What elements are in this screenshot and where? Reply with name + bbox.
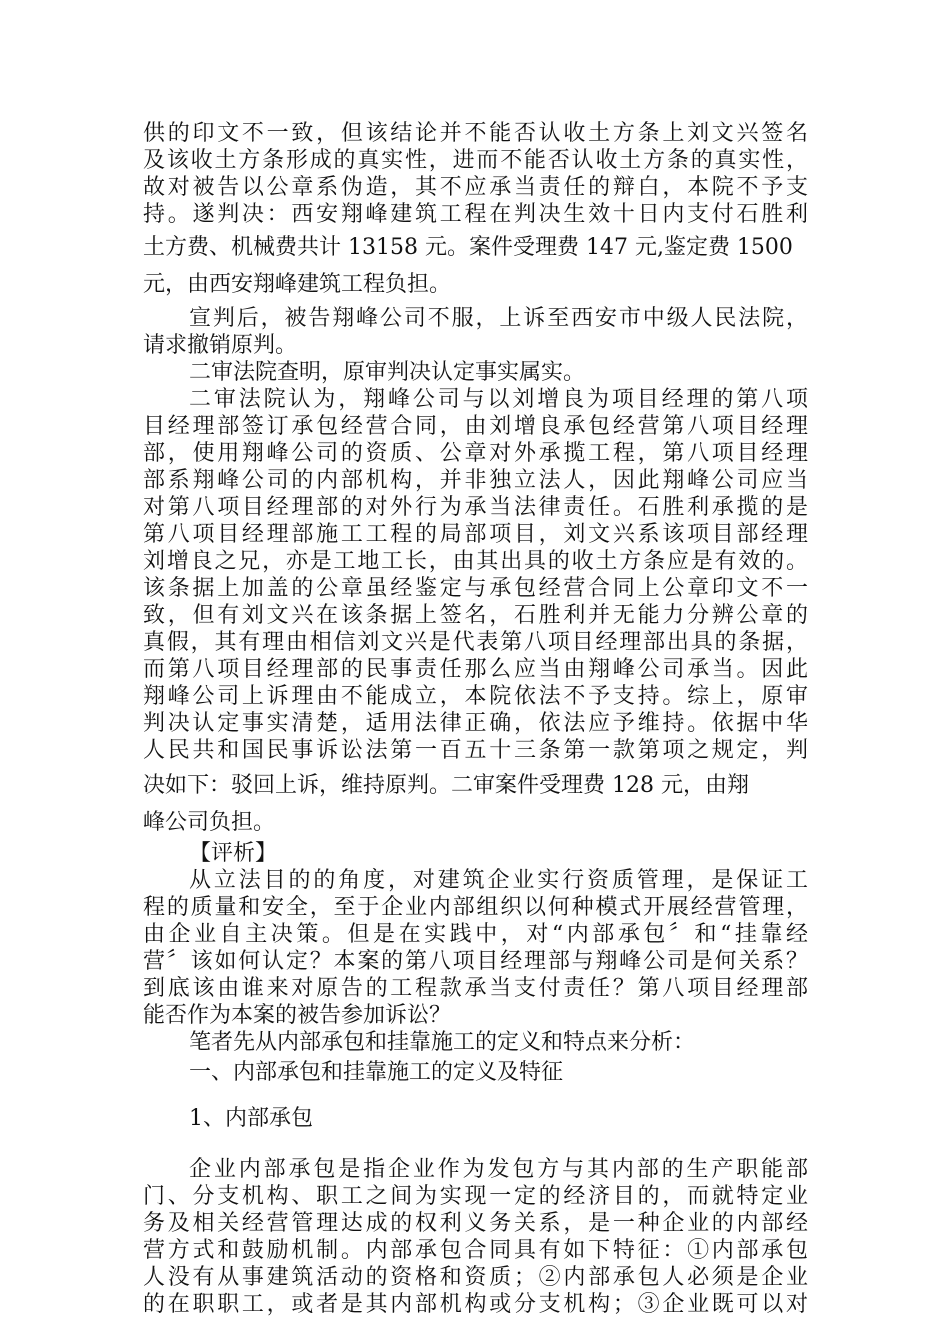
paragraph-appeal xyxy=(143,305,808,764)
text-line: 到底该由谁来对原告的工程款承当支付责任？第八项目经理部 xyxy=(143,976,808,1001)
text-line: 第八项目经理部施工工程的局部项目，刘文兴系该项目部经理 xyxy=(143,522,808,547)
paragraph-internal-contracting xyxy=(143,1156,808,1318)
text-line: 请求撤销原判。 xyxy=(143,333,298,358)
paragraph-judgment-part1 xyxy=(143,120,808,228)
text-line: 故对被告以公章系伪造，其不应承当责任的辩白，本院不予支 xyxy=(143,175,808,200)
paragraph-ruling xyxy=(143,770,808,840)
text-line: 笔者先从内部承包和挂靠施工的定义和特点来分析： xyxy=(189,1030,696,1055)
text-line: 该条据上加盖的公章虽经鉴定与承包经营合同上公章印文不一 xyxy=(143,576,808,601)
text-line: 务及相关经营管理达成的权利义务关系，是一种企业的内部经 xyxy=(143,1211,808,1236)
text-line: 及该收土方条形成的真实性，进而不能否认收土方条的真实性， xyxy=(143,148,808,173)
paragraph-judgment-part2 xyxy=(143,232,808,302)
text-line: 程的质量和安全，至于企业内部组织以何种模式开展经营管理， xyxy=(143,895,808,920)
text-line: 营方式和鼓励机制。内部承包合同具有如下特征：①内部承包 xyxy=(143,1238,808,1263)
heading-line: 1、内部承包 xyxy=(189,1106,313,1131)
text-line: 二审法院认为，翔峰公司与以刘增良为项目经理的第八项 xyxy=(189,387,808,412)
text-line: 元，由西安翔峰建筑工程负担。 xyxy=(143,272,452,297)
text-line: 营〞该如何认定？本案的第八项目经理部与翔峰公司是何关系？ xyxy=(143,949,808,974)
text-line: 真假，其有理由相信刘文兴是代表第八项目经理部出具的条据， xyxy=(143,630,808,655)
heading-line: 一、内部承包和挂靠施工的定义及特征 xyxy=(189,1060,564,1085)
text-line: 致，但有刘文兴在该条据上签名，石胜利并无能力分辨公章的 xyxy=(143,603,808,628)
text-line: 的在职职工，或者是其内部机构或分支机构；③企业既可以对 xyxy=(143,1292,808,1317)
text-line: 供的印文不一致，但该结论并不能否认收土方条上刘文兴签名 xyxy=(143,121,808,146)
text-line: 从立法目的的角度，对建筑企业实行资质管理，是保证工 xyxy=(189,868,808,893)
text-line: 部，使用翔峰公司的资质、公章对外承揽工程，第八项目经理 xyxy=(143,441,808,466)
paragraph-analysis xyxy=(143,840,808,1056)
text-line: 企业内部承包是指企业作为发包方与其内部的生产职能部 xyxy=(189,1157,808,1182)
text-line: 部系翔峰公司的内部机构，并非独立法人，因此翔峰公司应当 xyxy=(143,468,808,493)
text-line: 而第八项目经理部的民事责任那么应当由翔峰公司承当。因此 xyxy=(143,657,808,682)
text-line: 刘增良之兄，亦是工地工长，由其出具的收土方条应是有效的。 xyxy=(143,549,808,574)
text-line: 翔峰公司上诉理由不能成立，本院依法不予支持。综上，原审 xyxy=(143,684,808,709)
text-line: 峰公司负担。 xyxy=(143,810,276,835)
section-heading-analysis: 【评析】 xyxy=(189,841,278,866)
document-body xyxy=(143,120,808,1318)
text-line: 能否作为本案的被告参加诉讼？ xyxy=(143,1003,452,1028)
text-line: 土方费、机械费共计 13158 元。案件受理费 147 元,鉴定费 1500 xyxy=(143,235,793,260)
section-heading-definitions xyxy=(143,1058,808,1088)
text-line: 宣判后，被告翔峰公司不服，上诉至西安市中级人民法院， xyxy=(189,306,808,331)
text-line: 决如下：驳回上诉，维持原判。二审案件受理费 128 元，由翔 xyxy=(143,773,749,798)
text-line: 门、分支机构、职工之间为实现一定的经济目的，而就特定业 xyxy=(143,1184,808,1209)
text-line: 判决认定事实清楚，适用法律正确，依法应予维持。依据中华 xyxy=(143,711,808,736)
text-line: 由企业自主决策。但是在实践中，对“内部承包〞和“挂靠经 xyxy=(143,922,808,947)
text-line: 目经理部签订承包经营合同，由刘增良承包经营第八项目经理 xyxy=(143,414,808,439)
text-line: 人民共和国民事诉讼法第一百五十三条第一款第项之规定，判 xyxy=(143,738,808,763)
text-line: 二审法院查明，原审判决认定事实属实。 xyxy=(189,360,586,385)
text-line: 对第八项目经理部的对外行为承当法律责任。石胜利承揽的是 xyxy=(143,495,808,520)
subheading-internal-contracting xyxy=(143,1104,808,1134)
text-line: 持。遂判决：西安翔峰建筑工程在判决生效十日内支付石胜利 xyxy=(143,202,808,227)
text-line: 人没有从事建筑活动的资格和资质；②内部承包人必须是企业 xyxy=(143,1265,808,1290)
